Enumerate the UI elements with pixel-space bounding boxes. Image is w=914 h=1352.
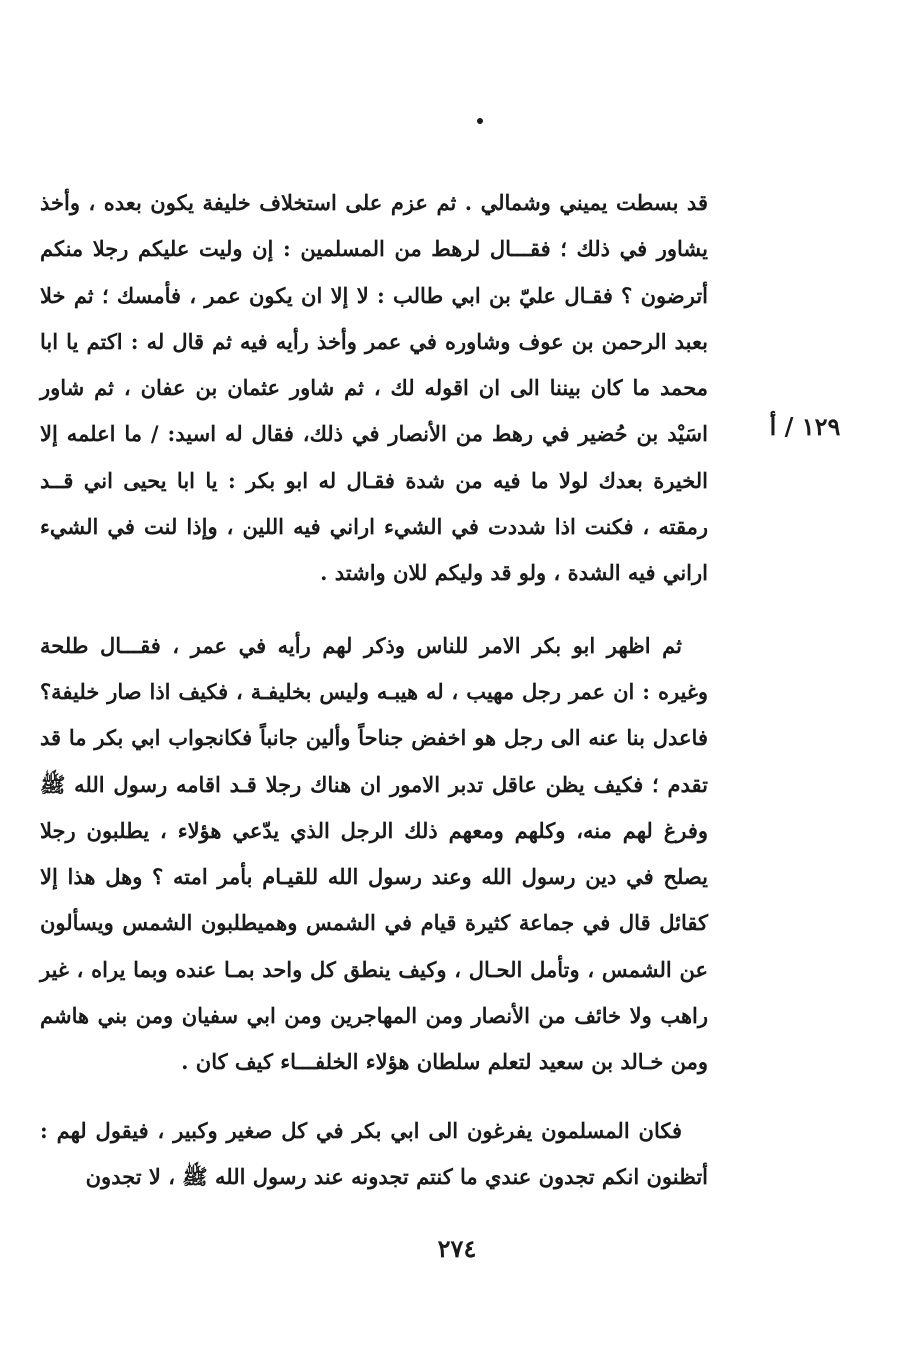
margin-folio-note: ١٢٩ / أ: [769, 412, 841, 441]
paragraph-1: قد بسطت يميني وشمالي . ثم عزم على استخلاف خليفة يكون بعده ، وأخذ يشاور في ذلك ؛ فقـــال لرهط من المسلمين : إن وليت عليكم رجلا منكم أترضون ؟ فقـال عليّ بن ابي طالب : لا إلا ان يكون عمر ، فأمسك ؛ ثم خلا بعبد الرحمن بن عوف وشاوره في عمر وأخذ رأيه فيه ثم قال له : اكتم يا ابا محمد ما كان بيننا الى ان اقوله لك ، ثم شاور عثمان بن عفان ، ثم شاور اسَيْد بن حُضير في رهط من الأنصار في ذلك، فقال له اسيد: / ما اعلمه إلا الخيرة بعدك لولا ما فيه من شدة فقـال له ابو بكر : يا ابا يحيى اني قــد رمقته ، فكنت اذا شددت في الشيء اراني فيه اللين ، وإذا لنت في الشيء اراني فيه الشدة ، ولو قد وليكم للان واشتد .: [40, 190, 708, 586]
paragraph-3: فكان المسلمون يفرغون الى ابي بكر في كل صغير وكبير ، فيقول لهم : أتظنون انكم تجدون عندي ما كنتم تجدونه عند رسول الله ﷺ ، لا تجدون: [40, 1117, 708, 1189]
page-mark-dot: [477, 118, 483, 124]
paragraph-2: ثم اظهر ابو بكر الامر للناس وذكر لهم رأيه في عمر ، فقـــال طلحة وغيره : ان عمر رجل مهيب ، له هيبـه وليس بخليفـة ، فكيف اذا صار خليفة؟ فاعدل بنا عنه الى رجل هو اخفض جناحاً وألين جانباً فكانجواب ابي بكر ما قد تقدم ؛ فكيف يظن عاقل تدبر الامور ان هناك رجلا قـد اقامه رسول الله ﷺ وفرغ لهم منه، وكلهم ومعهم ذلك الرجل الذي يدّعي هؤلاء ، يطلبون رجلا يصلح في دين رسول الله وعند رسول الله للقيـام بأمر امته ؟ وهل هذا إلا كقائل قال في جماعة كثيرة قيام في الشمس وهميطلبون الشمس ويسألون عن الشمس ، وتأمل الحـال ، وكيف ينطق كل واحد بمـا عنده وبما يراه ، غير راهب ولا خائف من الأنصار ومن المهاجرين ومن ابي سفيان ومن بني هاشم ومن خـالد بن سعيد لتعلم سلطان هؤلاء الخلفـــاء كيف كان .: [40, 632, 708, 1075]
page-number: ٢٧٤: [437, 1234, 477, 1263]
body-text: [40, 180, 708, 1200]
